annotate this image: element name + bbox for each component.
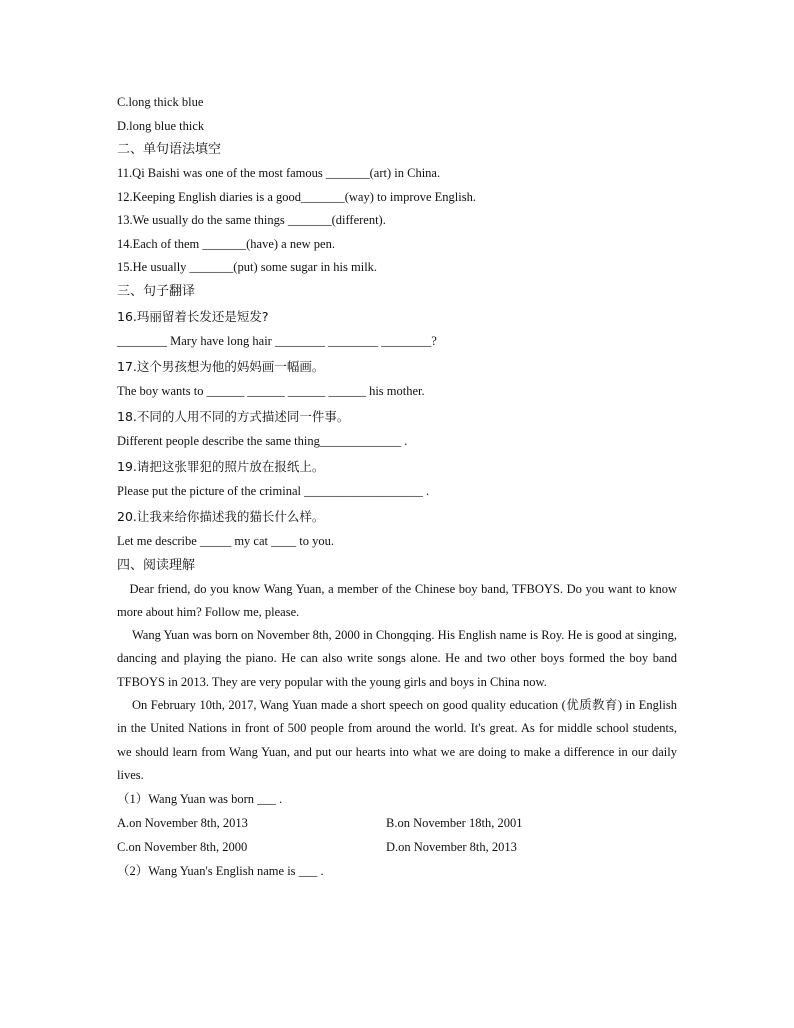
translation-18-chinese: 18.不同的人用不同的方式描述同一件事。 xyxy=(117,408,350,424)
translation-17-chinese: 17.这个男孩想为他的妈妈画一幅画。 xyxy=(117,358,325,374)
section-heading-grammar: 二、单句语法填空 xyxy=(117,142,222,157)
question-2-stem: （2）Wang Yuan's English name is ___ . xyxy=(117,864,324,879)
question-1-options xyxy=(117,812,677,859)
reading-paragraph-1: Dear friend, do you know Wang Yuan, a member of the Chinese boy band, TFBOYS. Do you want to know more about him? Follow me, please. xyxy=(117,581,677,619)
translation-20-chinese: 20.让我来给你描述我的猫长什么样。 xyxy=(117,508,325,524)
translation-16-english: ________ Mary have long hair ________ ________ ________? xyxy=(117,333,437,348)
translation-16-chinese: 16.玛丽留着长发还是短发? xyxy=(117,308,269,324)
question-1-option-b: B.on November 18th, 2001 xyxy=(386,816,523,831)
question-1-option-d: D.on November 8th, 2013 xyxy=(386,839,517,854)
reading-paragraph-3: On February 10th, 2017, Wang Yuan made a short speech on good quality education (优质教育) in English in the United Nations in front of 500 people from around the world. It's great. As for middle school students, we should learn from Wang Yuan, and put our hearts into what we are doing to make a difference in our daily lives. xyxy=(117,697,677,782)
option-c: C.long thick blue xyxy=(117,95,204,109)
translation-19-chinese: 19.请把这张罪犯的照片放在报纸上。 xyxy=(117,458,325,474)
grammar-item-15: 15.He usually _______(put) some sugar in his milk. xyxy=(117,260,378,274)
grammar-item-13: 13.We usually do the same things _______(different). xyxy=(117,213,386,227)
document-content xyxy=(117,91,677,884)
section-heading-translation: 三、句子翻译 xyxy=(117,283,196,299)
translation-18-english: Different people describe the same thing_____________ . xyxy=(117,433,408,448)
translation-20-english: Let me describe _____ my cat ____ to you. xyxy=(117,533,334,548)
grammar-item-12: 12.Keeping English diaries is a good_______(way) to improve English. xyxy=(117,189,476,204)
question-1-option-a: A.on November 8th, 2013 xyxy=(117,816,248,831)
question-1-stem: （1）Wang Yuan was born ___ . xyxy=(117,792,283,807)
section-heading-reading: 四、阅读理解 xyxy=(117,557,196,573)
translation-19-english: Please put the picture of the criminal ___________________ . xyxy=(117,483,430,498)
grammar-item-11: 11.Qi Baishi was one of the most famous _______(art) in China. xyxy=(117,166,441,180)
translation-17-english: The boy wants to ______ ______ ______ ______ his mother. xyxy=(117,383,425,398)
grammar-item-14: 14.Each of them _______(have) a new pen. xyxy=(117,236,335,251)
question-1-option-c: C.on November 8th, 2000 xyxy=(117,839,248,854)
option-d: D.long blue thick xyxy=(117,118,205,133)
reading-paragraph-2: Wang Yuan was born on November 8th, 2000 in Chongqing. His English name is Roy. He is good at singing, dancing and playing the piano. He can also write songs alone. He and two other boys formed the boy band TFBOYS in 2013. They are very popular with the young girls and boys in China now. xyxy=(117,628,677,689)
